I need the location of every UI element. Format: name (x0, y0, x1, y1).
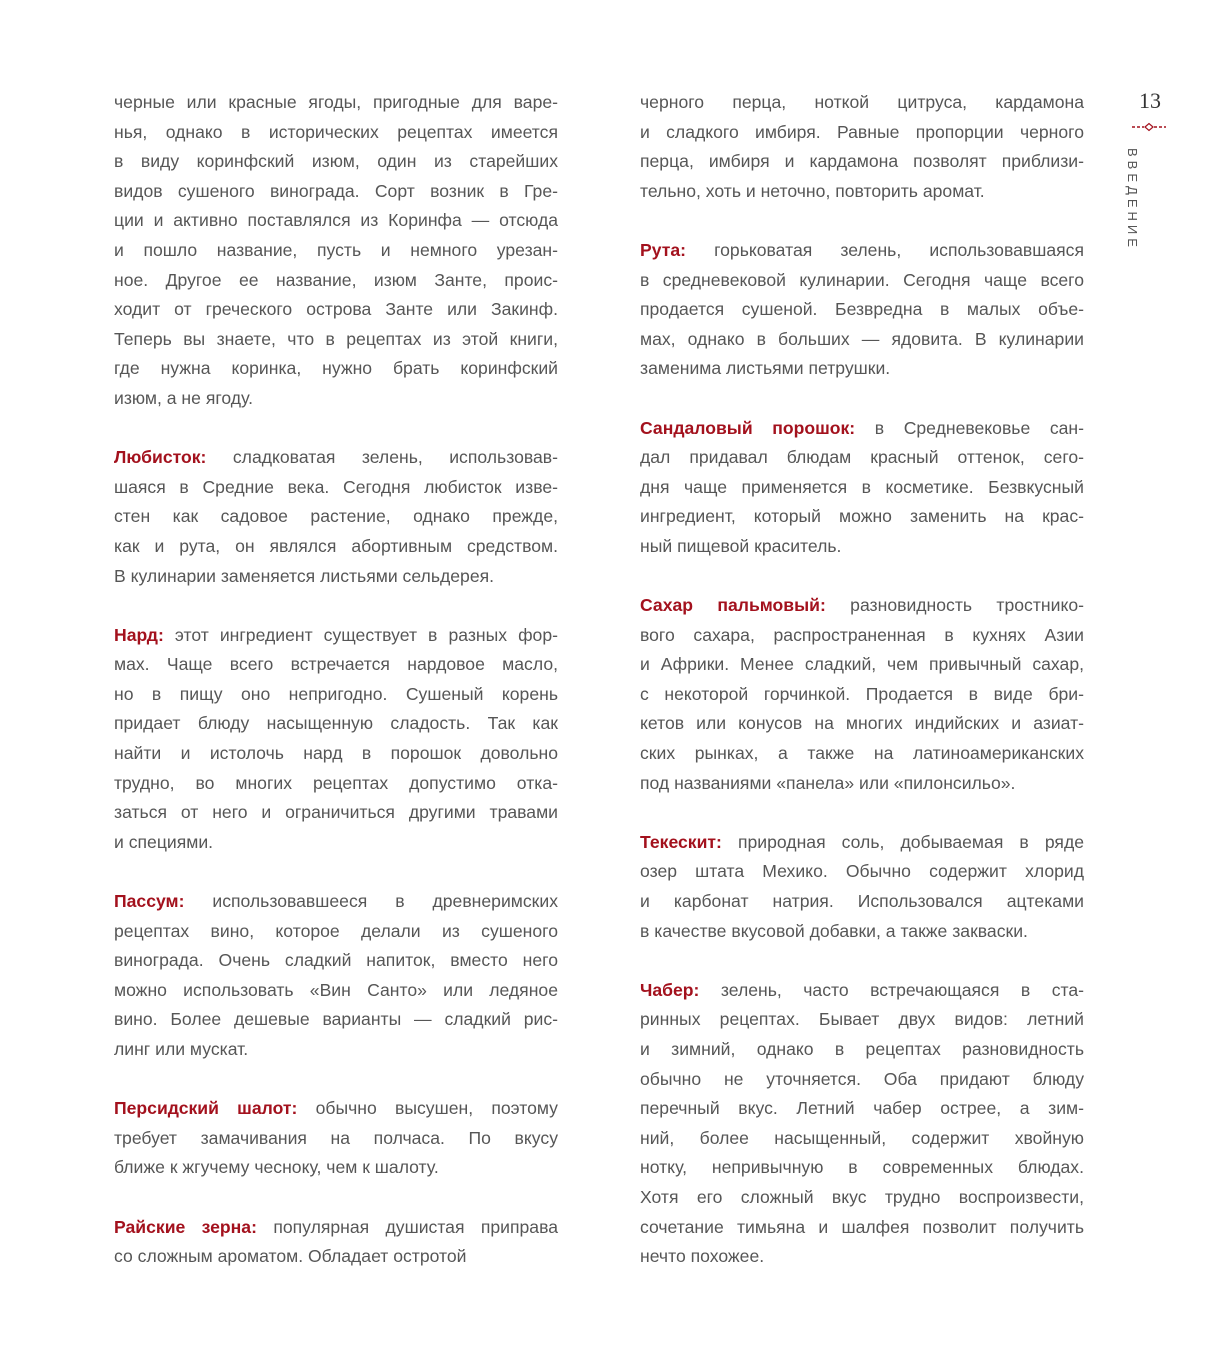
text-line (114, 384, 558, 414)
glossary-term: Любисток: (114, 447, 207, 468)
text-line (114, 1242, 558, 1272)
text-line (114, 147, 558, 177)
line-text: изюм, а не ягоду. (114, 387, 253, 408)
text-line (114, 206, 558, 236)
line-text: популярная душистая приправа (256, 1216, 559, 1237)
text-line (114, 976, 558, 1006)
line-text: где нужна коринка, нужно брать коринфский (114, 358, 558, 379)
line-text: кетов или конусов на многих индийских и азиат- (640, 713, 1084, 734)
line-text: сочетание тимьяна и шалфея позволит получить (640, 1216, 1084, 1237)
text-line (114, 443, 558, 473)
glossary-term: Нард: (114, 624, 164, 645)
text-line (640, 118, 1084, 148)
line-text: можно использовать «Вин Санто» или ледяное (114, 979, 558, 1000)
paragraph-gap (114, 1183, 558, 1213)
line-text: найти и истолочь нард в порошок довольно (114, 743, 558, 764)
paragraph-gap (640, 946, 1084, 976)
text-line (640, 532, 1084, 562)
right-column (640, 88, 1084, 1272)
text-line (640, 1124, 1084, 1154)
line-text: с некоторой горчинкой. Продается в виде бри- (640, 683, 1084, 704)
text-line (114, 1124, 558, 1154)
line-text: тельно, хоть и неточно, повторить аромат. (640, 180, 985, 201)
line-text: ное. Другое ее название, изюм Занте, проис- (114, 269, 558, 290)
line-text: ний, более насыщенный, содержит хвойную (640, 1127, 1084, 1148)
line-text: придает блюду насыщенную сладость. Так как (114, 713, 558, 734)
text-line (640, 591, 1084, 621)
text-line (114, 295, 558, 325)
text-line (114, 1035, 558, 1065)
text-line (114, 325, 558, 355)
line-text: ходит от греческого острова Занте или Закинф. (114, 299, 558, 320)
text-line (640, 769, 1084, 799)
line-text: обычно не уточняется. Оба придают блюду (640, 1068, 1084, 1089)
glossary-entry (640, 828, 1084, 946)
line-text: ный пищевой краситель. (640, 535, 842, 556)
line-text: Хотя его сложный вкус трудно воспроизвести, (640, 1186, 1084, 1207)
line-text: дал придавал блюдам красный оттенок, сего- (640, 447, 1084, 468)
line-text: ринных рецептах. Бывает двух видов: летний (640, 1009, 1084, 1030)
line-text: вого сахара, распространенная в кухнях Азии (640, 624, 1084, 645)
glossary-entry (114, 443, 558, 591)
text-line (114, 946, 558, 976)
text-line (114, 532, 558, 562)
text-line (640, 325, 1084, 355)
line-text: этот ингредиент существует в разных фор- (163, 624, 558, 645)
text-line (640, 828, 1084, 858)
line-text: черного перца, ноткой цитруса, кардамона (640, 92, 1084, 112)
left-column (114, 88, 558, 1272)
line-text: мах. Чаще всего встречается нардовое масло, (114, 654, 558, 675)
text-line (114, 1153, 558, 1183)
text-line (640, 414, 1084, 444)
page-number: 13 (1139, 88, 1161, 113)
section-title-text: ВВЕДЕНИЕ (1125, 148, 1140, 251)
text-line (640, 709, 1084, 739)
line-text: использовавшееся в древнеримских (184, 891, 558, 912)
text-line (640, 1035, 1084, 1065)
text-line (114, 236, 558, 266)
line-text: ингредиент, который можно заменить на крас- (640, 506, 1084, 527)
glossary-entry (114, 621, 558, 858)
glossary-term: Текескит: (640, 831, 722, 852)
glossary-entry (114, 1094, 558, 1183)
line-text: в виду коринфский изюм, один из старейших (114, 151, 558, 172)
line-text: горьковатая зелень, использовавшаяся (686, 239, 1084, 260)
line-text: рецептах вино, которое делали из сушеного (114, 920, 558, 941)
text-line (114, 709, 558, 739)
glossary-entry (640, 591, 1084, 798)
line-text: под названиями «панела» или «пилонсильо». (640, 772, 1016, 793)
text-line (640, 680, 1084, 710)
line-text: зелень, часто встречающаяся в ста- (699, 979, 1084, 1000)
text-line (114, 917, 558, 947)
line-text: стен как садовое растение, однако прежде, (114, 506, 558, 527)
glossary-entry (114, 887, 558, 1065)
glossary-entry (640, 976, 1084, 1272)
paragraph-gap (114, 1065, 558, 1095)
line-text: ских рынках, а также на латиноамериканских (640, 743, 1084, 764)
text-line (114, 354, 558, 384)
line-text: шаяся в Средние века. Сегодня любисток изве- (114, 476, 558, 497)
text-line (114, 650, 558, 680)
text-line (640, 1213, 1084, 1243)
line-text: и Африки. Менее сладкий, чем привычный сахар, (640, 654, 1084, 675)
glossary-term: Райские зерна: (114, 1216, 257, 1237)
text-line (640, 739, 1084, 769)
text-line (640, 1153, 1084, 1183)
text-line (640, 1094, 1084, 1124)
line-text: перечный вкус. Летний чабер острее, а зим- (640, 1098, 1084, 1119)
ornament-icon (1132, 122, 1166, 132)
line-text: со сложным ароматом. Обладает остротой (114, 1246, 467, 1267)
line-text: сладковатая зелень, использовав- (206, 447, 558, 468)
paragraph-gap (640, 798, 1084, 828)
line-text: и пошло название, пусть и немного урезан- (114, 239, 558, 260)
line-text: и зимний, однако в рецептах разновидность (640, 1039, 1084, 1059)
paragraph-gap (114, 857, 558, 887)
line-text: винограда. Очень сладкий напиток, вместо него (114, 950, 558, 971)
text-line (114, 621, 558, 651)
line-text: и специями. (114, 831, 214, 852)
glossary-entry (640, 414, 1084, 562)
text-line (114, 473, 558, 503)
text-line (640, 1005, 1084, 1035)
line-text: нья, однако в исторических рецептах имеется (114, 121, 558, 142)
glossary-entry (640, 236, 1084, 384)
text-line (114, 798, 558, 828)
text-line (114, 266, 558, 296)
line-text: линг или мускат. (114, 1039, 249, 1059)
text-line (640, 147, 1084, 177)
paragraph-gap (114, 414, 558, 444)
text-line (640, 1183, 1084, 1213)
text-line (640, 650, 1084, 680)
text-line (114, 739, 558, 769)
line-text: в Средневековье сан- (855, 417, 1085, 438)
text-line (114, 1213, 558, 1243)
text-line (640, 857, 1084, 887)
text-line (640, 917, 1084, 947)
line-text: обычно высушен, поэтому (297, 1098, 558, 1119)
text-line (640, 236, 1084, 266)
line-text: мах, однако в больших — ядовита. В кулинарии (640, 328, 1084, 349)
line-text: и сладкого имбиря. Равные пропорции черного (640, 121, 1084, 142)
glossary-term: Чабер: (640, 979, 700, 1000)
text-line (640, 1242, 1084, 1272)
paragraph-gap (640, 562, 1084, 592)
text-line (640, 1065, 1084, 1095)
text-line (640, 473, 1084, 503)
text-line (114, 769, 558, 799)
line-text: заменима листьями петрушки. (640, 358, 891, 379)
text-line (640, 177, 1084, 207)
line-text: в качестве вкусовой добавки, а также закваски. (640, 920, 1028, 941)
line-text: и карбонат натрия. Использовался ацтеками (640, 891, 1084, 912)
line-text: природная соль, добываемая в ряде (721, 831, 1084, 852)
line-text: дня чаще применяется в косметике. Безвкусный (640, 476, 1084, 497)
text-line (640, 502, 1084, 532)
text-line (114, 118, 558, 148)
text-line (640, 88, 1084, 118)
line-text: нечто похожее. (640, 1246, 765, 1267)
line-text: Теперь вы знаете, что в рецептах из этой книги, (114, 328, 558, 349)
text-line (114, 887, 558, 917)
glossary-term: Рута: (640, 239, 686, 260)
paragraph-gap (640, 206, 1084, 236)
glossary-entry (640, 88, 1084, 206)
section-title (1120, 148, 1160, 258)
line-text: в средневековой кулинарии. Сегодня чаще всего (640, 269, 1084, 290)
text-line (114, 502, 558, 532)
line-text: ции и активно поставлялся из Коринфа — отсюда (114, 210, 558, 231)
glossary-term: Персидский шалот: (114, 1098, 298, 1119)
line-text: видов сушеного винограда. Сорт возник в Гре- (114, 180, 558, 201)
glossary-entry (114, 88, 558, 414)
text-line (114, 828, 558, 858)
line-text: озер штата Мехико. Обычно содержит хлорид (640, 861, 1084, 882)
line-text: продается сушеной. Безвредна в малых объе- (640, 299, 1084, 320)
line-text: разновидность тростнико- (825, 595, 1084, 616)
text-line (640, 354, 1084, 384)
line-text: как и рута, он являлся абортивным средством. (114, 535, 558, 556)
text-line (114, 177, 558, 207)
text-line (114, 562, 558, 592)
line-text: нотку, непривычную в современных блюдах. (640, 1157, 1084, 1178)
text-line (640, 295, 1084, 325)
text-line (640, 621, 1084, 651)
text-line (640, 887, 1084, 917)
text-line (114, 1094, 558, 1124)
text-line (640, 976, 1084, 1006)
line-text: В кулинарии заменяется листьями сельдерея. (114, 565, 495, 586)
paragraph-gap (640, 384, 1084, 414)
glossary-term: Пассум: (114, 891, 185, 912)
text-line (114, 680, 558, 710)
line-text: вино. Более дешевые варианты — сладкий рис- (114, 1009, 558, 1030)
text-line (640, 443, 1084, 473)
glossary-term: Сахар пальмовый: (640, 595, 826, 616)
line-text: ближе к жгучему чесноку, чем к шалоту. (114, 1157, 439, 1178)
glossary-term: Сандаловый порошок: (640, 417, 856, 438)
text-line (640, 266, 1084, 296)
glossary-entry (114, 1213, 558, 1272)
line-text: заться от него и ограничиться другими травами (114, 802, 558, 823)
line-text: перца, имбиря и кардамона позволят приблизи- (640, 151, 1084, 172)
line-text: черные или красные ягоды, пригодные для варе- (114, 92, 558, 112)
line-text: требует замачивания на полчаса. По вкусу (114, 1127, 558, 1148)
paragraph-gap (114, 591, 558, 621)
text-line (114, 88, 558, 118)
line-text: но в пищу оно непригодно. Сушеный корень (114, 683, 558, 704)
line-text: трудно, во многих рецептах допустимо отка- (114, 772, 558, 793)
text-line (114, 1005, 558, 1035)
